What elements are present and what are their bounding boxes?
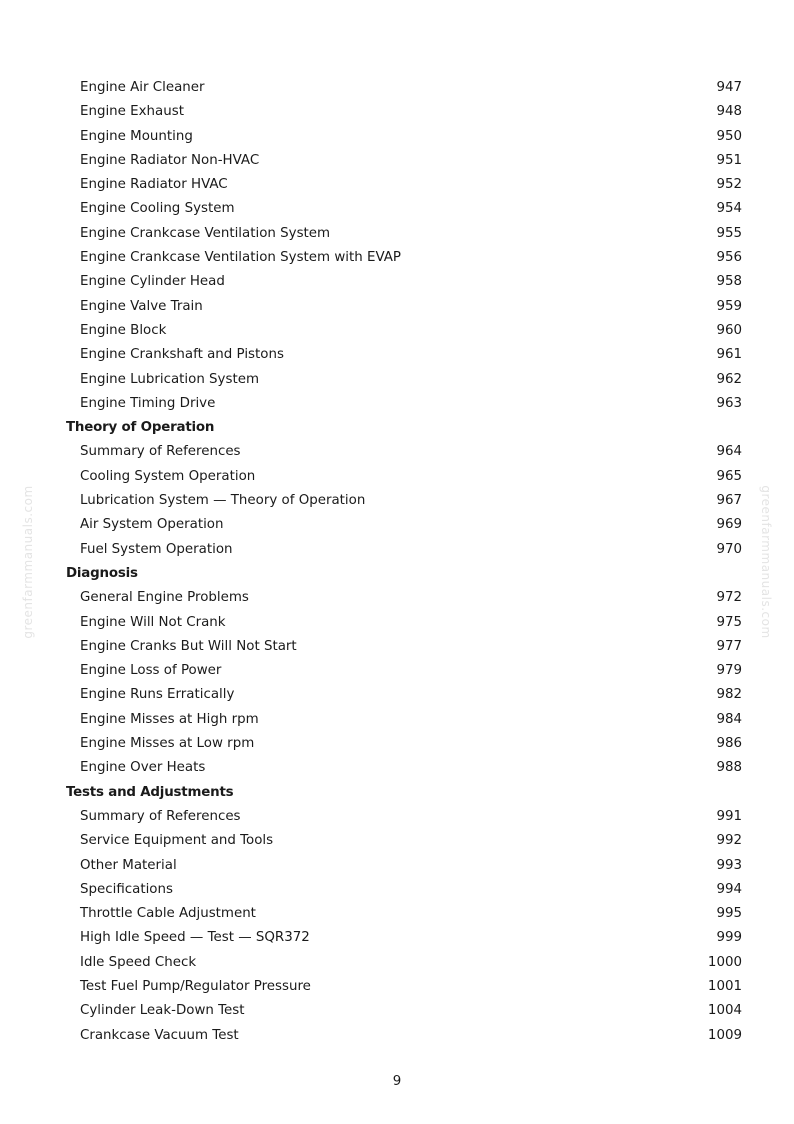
entry-title: Engine Exhaust [80,104,184,120]
toc-entry[interactable] [66,829,742,853]
entry-page-number: 1009 [707,1027,742,1043]
toc-entry[interactable] [66,343,742,367]
toc-entry[interactable] [66,513,742,537]
entry-title: General Engine Problems [80,590,249,606]
toc-entry[interactable] [66,1024,742,1048]
entry-title: Engine Loss of Power [80,663,222,679]
toc-entry[interactable] [66,538,742,562]
entry-page-number: 977 [716,638,742,654]
entry-page-number: 970 [716,541,742,557]
toc-entry[interactable] [66,902,742,926]
entry-page-number: 964 [716,444,742,460]
entry-title: Fuel System Operation [80,541,233,557]
toc-entry[interactable] [66,368,742,392]
toc-entry[interactable] [66,732,742,756]
entry-page-number: 992 [716,833,742,849]
entry-page-number: 995 [716,906,742,922]
entry-title: Engine Cranks But Will Not Start [80,638,297,654]
toc-entry[interactable] [66,76,742,100]
entry-title: Throttle Cable Adjustment [80,906,256,922]
entry-page-number: 986 [716,736,742,752]
watermark-left: greenfarmmanuals.com [21,485,35,639]
toc-entry[interactable] [66,319,742,343]
toc-entry[interactable] [66,854,742,878]
entry-page-number: 963 [716,395,742,411]
toc-entry[interactable] [66,489,742,513]
entry-page-number: 947 [716,80,742,95]
entry-title: Engine Block [80,322,167,338]
toc-entry[interactable] [66,222,742,246]
toc-entry[interactable] [66,295,742,319]
toc-entry[interactable] [66,270,742,294]
entry-title: Summary of References [80,444,241,460]
entry-title: Engine Crankcase Ventilation System [80,225,331,241]
entry-page-number: 959 [716,298,742,314]
toc-entry[interactable] [66,173,742,197]
toc-entry[interactable] [66,926,742,950]
section-title: Tests and Adjustments [66,784,234,800]
entry-title: Service Equipment and Tools [80,833,274,849]
entry-title: Engine Over Heats [80,760,206,776]
watermark-right: greenfarmmanuals.com [759,485,773,639]
entry-page-number: 975 [716,614,742,630]
entry-page-number: 954 [716,201,742,217]
toc-section-heading [66,781,742,805]
entry-page-number: 984 [716,711,742,727]
entry-title: Engine Lubrication System [80,371,259,387]
entry-title: High Idle Speed — Test — SQR372 [80,930,310,946]
entry-page-number: 969 [716,517,742,533]
entry-page-number: 1001 [707,978,742,994]
section-title: Theory of Operation [66,420,215,436]
entry-title: Engine Cooling System [80,201,235,217]
entry-page-number: 1000 [707,954,742,970]
entry-title: Engine Misses at High rpm [80,711,259,727]
section-title: Diagnosis [66,565,138,581]
entry-title: Summary of References [80,808,241,824]
entry-page-number: 962 [716,371,742,387]
toc-entry[interactable] [66,440,742,464]
entry-page-number: 1004 [707,1003,742,1019]
entry-page-number: 972 [716,590,742,606]
entry-title: Specifications [80,881,173,897]
table-of-contents [66,76,742,1048]
toc-entry[interactable] [66,951,742,975]
entry-title: Crankcase Vacuum Test [80,1027,239,1043]
entry-title: Air System Operation [80,517,224,533]
entry-page-number: 948 [716,104,742,120]
toc-entry[interactable] [66,635,742,659]
toc-entry[interactable] [66,246,742,270]
toc-entry[interactable] [66,708,742,732]
entry-page-number: 956 [716,250,742,266]
toc-section-heading [66,562,742,586]
toc-entry[interactable] [66,586,742,610]
entry-title: Test Fuel Pump/Regulator Pressure [80,978,311,994]
toc-entry[interactable] [66,805,742,829]
toc-section-heading [66,416,742,440]
entry-title: Engine Misses at Low rpm [80,736,255,752]
entry-title: Engine Timing Drive [80,395,216,411]
entry-title: Engine Crankshaft and Pistons [80,347,284,363]
entry-page-number: 951 [716,152,742,168]
toc-entry[interactable] [66,683,742,707]
entry-title: Cylinder Leak-Down Test [80,1003,245,1019]
entry-title: Engine Valve Train [80,298,203,314]
toc-entry[interactable] [66,756,742,780]
toc-entry[interactable] [66,125,742,149]
entry-page-number: 999 [716,930,742,946]
toc-entry[interactable] [66,659,742,683]
entry-page-number: 979 [716,663,742,679]
entry-title: Engine Mounting [80,128,193,144]
toc-entry[interactable] [66,392,742,416]
entry-title: Engine Runs Erratically [80,687,235,703]
entry-page-number: 958 [716,274,742,290]
toc-entry[interactable] [66,878,742,902]
toc-entry[interactable] [66,465,742,489]
entry-title: Engine Will Not Crank [80,614,226,630]
entry-page-number: 994 [716,881,742,897]
toc-entry[interactable] [66,611,742,635]
entry-page-number: 960 [716,322,742,338]
toc-entry[interactable] [66,999,742,1023]
entry-title: Engine Air Cleaner [80,80,205,95]
entry-page-number: 955 [716,225,742,241]
toc-entry[interactable] [66,100,742,124]
entry-page-number: 967 [716,493,742,509]
entry-page-number: 993 [716,857,742,873]
toc-entry[interactable] [66,975,742,999]
entry-page-number: 961 [716,347,742,363]
entry-page-number: 952 [716,177,742,193]
entry-title: Other Material [80,857,177,873]
entry-page-number: 991 [716,808,742,824]
entry-page-number: 965 [716,468,742,484]
entry-page-number: 950 [716,128,742,144]
entry-title: Lubrication System — Theory of Operation [80,493,366,509]
entry-title: Engine Crankcase Ventilation System with EVAP [80,250,401,266]
entry-title: Engine Radiator Non-HVAC [80,152,260,168]
entry-title: Cooling System Operation [80,468,256,484]
entry-page-number: 982 [716,687,742,703]
entry-title: Idle Speed Check [80,954,197,970]
entry-page-number: 988 [716,760,742,776]
entry-title: Engine Cylinder Head [80,274,225,290]
page-number: 9 [392,1074,402,1089]
entry-title: Engine Radiator HVAC [80,177,228,193]
toc-entry[interactable] [66,197,742,221]
toc-entry[interactable] [66,149,742,173]
